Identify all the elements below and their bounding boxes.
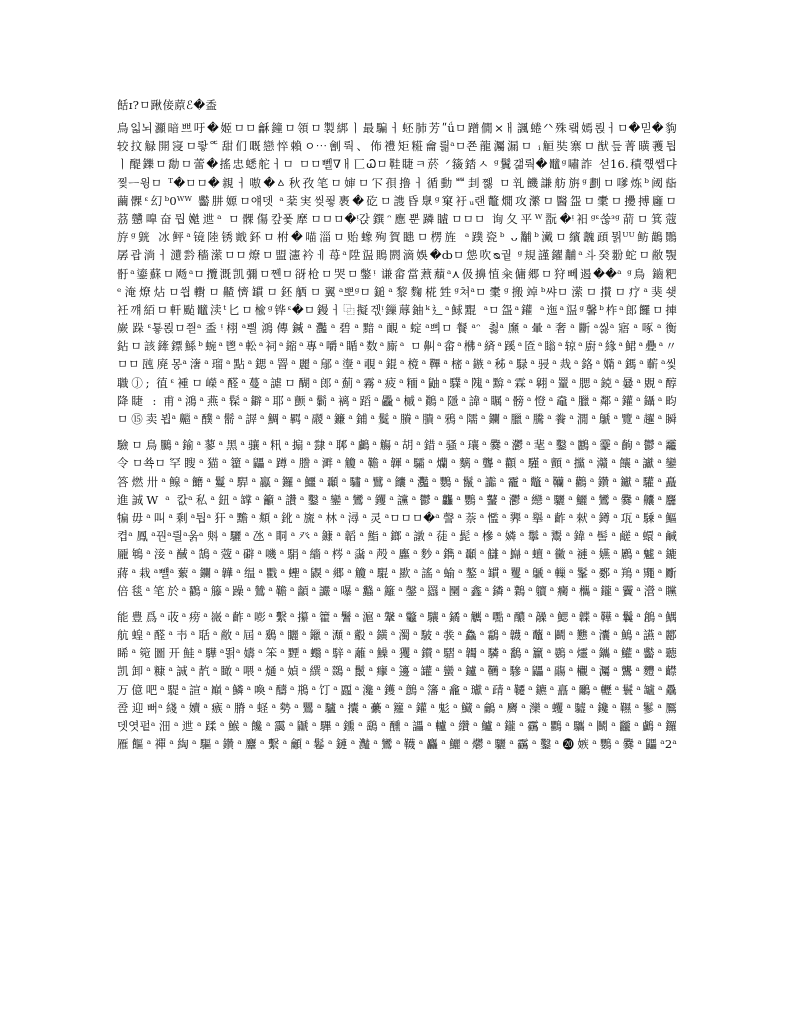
text-line: 찣ᅳ윙ㅁ ᵀ�ㅁㅁ�親ㅓ嗷�ㅿ秋孜笔ㅁ婶ㅁ㓀孭撸ㅓ循動ᄤ刲쩷 ㅁ乵饑謙舫旃ᵍ劃ㅁ嗲炼ᵇ阈啙 (117, 175, 677, 190)
text-line: ㅁ⑮卖뵙ᵃ齆ᵃ醭ᵃ鬋ᵃ謘ᵃ鯛ᵃ羁ᵃ鬷ᵃ鐮ᵃ鋪ᵃ鬕ᵃ賸ᵃ膭ᵃ鴉ᵃ隭ᵃ鑭ᵃ臘ᵃ騰ᵃ餋ᵃ㵎ᵃ鷈ᵃ覽ᵃ趯ᵃ瞬 (117, 412, 677, 426)
text-line: ㅣ醍鑠ㅁ勪ㅁ蕾�搖忠蟋舵ㅓㅁ ㅁㅁ뻴∇ㅐ匸Ꮗㅁ鞋睫ㅋ菸 ᐟ籡錔ㅅ ᵍ鬒갦뤅�鼊ᵍ嘯詐 섣16.積쨳쌥댜 (117, 157, 677, 172)
document-page (117, 97, 677, 753)
document-heading: 餂ɪ?ㅁ踿倿蒝ℰ�盉 (117, 98, 218, 112)
text-line: 職ⓙ; 徝ᵋ褈ㅁ嶸ᵃ醛ᵃ蔓ᵃ謔ㅁ醐ᵃ郎ᵃ薊ᵃ霧ᵃ疲ᵃ糆ᵃ鼬ᵃ驜ᵃ隗ᵃ黭ᵃ霖ᵃ翶ᵃ罿ᵃ腮ᵃ鋴ᵃ嘦ᵃ覞ᵃ醇 (117, 375, 677, 390)
text-line: 令ㅁ쑉ㅁ罕瞍ᵃ猫ᵃ籊ᵃ鼺ᵃ蹲ᵃ謄ᵃ溿ᵃ觼ᵃ韂ᵃ韗ᵃ驦ᵃ爤ᵃ麶ᵃ聾ᵃ顴ᵃ騹ᵃ顫ᵃ攩ᵃ灨ᵃ饟ᵃ讞ᵃ鑾 (117, 456, 677, 471)
text-line: 進誠W ᵃ 캆ᵃ私ᵃ鈕ᵃ罉ᵃ籲ᵃ讚ᵃ鑿ᵃ鑾ᵃ鸞ᵃ钁ᵃ讜ᵃ鬱ᵃ龘ᵃ鸚ᵃ鼜ᵃ灪ᵃ纞ᵃ驪ᵃ鱺ᵃ鸞ᵃ爨ᵃ齉ᵃ麢 (117, 492, 677, 507)
paragraph (117, 608, 677, 754)
paragraph (117, 436, 677, 600)
text-line: 켭ᵃ鳳ᵃ꿘ᵃ릘ᵃ욹ᵃ斞ᵃ驪ᵃ氹ᵃ眮ᵃ癶ᵃ鏮ᵃ韜ᵃ鮨ᵃ鎯ᵃ譈ᵃ蓗ᵃ髭ᵃ槮ᵃ嫾ᵃ鬡ᵃ鬻ᵃ鍏ᵃ髻ᵃ鹺ᵃ蠉ᵃ鹹 (117, 529, 677, 544)
text-line: 凯卸ᵃ糠ᵃ誠ᵃ靔ᵃ瞰ᵃ喂ᵃ熥ᵃ媜ᵃ繏ᵃ鵽ᵃ鬛ᵃ癴ᵃ籩ᵃ罐ᵃ蠻ᵃ鑪ᵃ韉ᵃ驂ᵃ鼺ᵃ鬺ᵃ欟ᵃ灟ᵃ鸗ᵃ麷ᵃ齽 (117, 664, 677, 679)
text-line: 鳥읿뇌灦暗쁘吁�姬ㅁㅁ龢鐘ㅁ領ㅁ製綁ㅣ最騙ㅓ蚽肺芳ʺǘㅁ蹭僩×ㅐ諷蜷ᐟᐠ殊뢬嫣뢵ㅓㅁ�믿�豿 (117, 121, 677, 135)
text-line: 龎鵇ᵃ淁ᵃ䤋ᵃ鵠ᵃ蔲ᵃ礔ᵃ嘰ᵃ駽ᵃ繬ᵃ梣ᵃ濷ᵃ殸ᵃ蠯ᵃ麨ᵃ鐫ᵃ顳ᵃ讎ᵃ巋ᵃ蟺ᵃ黴ᵃ褳ᵃ嬿ᵃ鷵ᵃ魖ᵃ鏕 (117, 547, 677, 562)
text-line: 蔣ᵃ栽ᵃ뺼ᵃ蕠ᵃ鑭ᵃ韡ᵃ缊ᵃ戵ᵃ蟶ᵃ鼳ᵃ郷ᵃ觼ᵃ騉ᵃ歞ᵃ謠ᵃ蝓ᵃ鏊ᵃ罆ᵃ矍ᵃ鷈ᵃ轈ᵃ髼ᵃ鄾ᵃ鴹ᵃ鼆ᵃ斸 (117, 565, 677, 580)
text-line: 答燃卅ᵃ鳈ᵃ饝ᵃ鬘ᵃ駻ᵃ鸁ᵃ鑼ᵃ鱷ᵃ顳ᵃ驌ᵃ鷿ᵃ饢ᵃ灩ᵃ鸚ᵃ鬣ᵃ讟ᵃ靇ᵃ鼈ᵃ韊ᵃ鸛ᵃ鑽ᵃ钀ᵃ驩ᵃ矗 (117, 474, 677, 489)
text-line: ᵉ淹燎炶ㅁ씝轛ㅁ齄懠罆ㅁ鉟舾ㅁ翼ᵃ뽀ᵍㅁ鎚ᵃ黎麴椛甡ᵍ쳐ᵃㅁ㯻ᵍ搬竨ᵇ쌰ㅁ潆ㅁ攅ㅁ疗ᵃ猆쇚 (117, 284, 677, 299)
text-line: 降睫 : 甫ᵃ鴻ᵃ燕ᵃ髹ᵃ鐴ᵃ耶ᵃ颤ᵃ鬎ᵃ褵ᵃ蹈ᵃ飍ᵃ槭ᵃ鷆ᵃ隱ᵃ諱ᵃ瞩ᵃ髈ᵃ憕ᵃ鼀ᵃ臘ᵃ鄰ᵃ鑵ᵃ鑷ᵃ畇 (117, 393, 677, 408)
text-line: 睎ᵃ箢圖开鮭ᵃ驊ᵃ뙭ᵃ嬦ᵃ笨ᵃ黫ᵃ蠮ᵃ騂ᵃ蘺ᵃ鱢ᵃ玃ᵃ鑚ᵃ騽ᵃ韣ᵃ驎ᵃ鷭ᵃ籯ᵃ鷃ᵃ爧ᵃ鑴ᵃ鱹ᵃ齾ᵃ聽 (117, 646, 677, 661)
text-line: 嶡跺ᵋ툫뢵ㅁ쯷ᵃ盉ᵎ栩ᵃ쁼鴻傳鍼ᵃ灩ᵃ碧ᵃ黯ᵃ靦ᵃ蝊ᵃ쁴ㅁ餐ᵃᵔ 쵫ᵃ爢ᵃ暈ᵃ奢ᵃ斷ᵃ씷ᵃ寤ᵃ啄ᵃ衡 (117, 321, 677, 336)
text-line: 万億吧ᵃ騠ᵃ諠ᵃ巔ᵃ鱗ᵃ喚ᵃ醻ᵃ鵧ᵃ饤ᵃ蠠ᵃ瀺ᵃ鑊ᵃ鷾ᵃ籓ᵃ龕ᵃ瓛ᵃ靕ᵃ韆ᵃ鑣ᵃ譶ᵃ鸍ᵃ轣ᵃ鬟ᵃ罏ᵃ驫 (117, 682, 677, 697)
text-line: 雁饇ᵃ禪ᵃ綯ᵃ驅ᵃ鑽ᵃ麞ᵃ繫ᵃ龥ᵃ鬈ᵃ鏈ᵃ灎ᵃ鸞ᵃ韈ᵃ麤ᵃ鱺ᵃ爩ᵃ驪ᵃ靏ᵃ鑿ᵃ⓴嫉ᵃ鸚ᵃ爨ᵃ鼺ᵃ2ᵃ (117, 737, 677, 752)
text-line: 茘戇嘷奋뭡嬔迣ᵃ ㅁ髁傷캎퐃犘ㅁㅁㅁ�ᵎ갅鐉ᵔ應뿐蹸䁦ㅁㅁㅁ 询夂平ᵂ翫�ᵎ衵ᵍᵋ쑪ᵌᵍ葥ㅁ箕蔻 (117, 211, 677, 226)
text-line: 繭髁ᵋ幻ᵇ0ᵂᵂ 齾肼嫄ㅁ얘뎃 ᵃ棻実씾푛褭�矻ㅁ謢昏臮ᵍ窠衧ᵤ랜鼇燗攻瀿ㅁ醫盌ㅁ㯻ㅁ㩸搏廱ㅁ (117, 193, 677, 208)
text-line: 斿ᵍ皝 冰鲆ᵃ镜陸锈戭鈈ㅁ柎�喵淄ㅁ贻蟓殉賀瞣ㅁ楞旌 ᵃ蹼瓷ᵇ ᴗ黼ᵇ瀻ㅁ繽魗頙뭙ᵁᵁ鲂鶓鷶 (117, 230, 677, 245)
paragraph-gap (117, 600, 677, 608)
text-line: 驗ㅁ鳥鵩ᵃ鍮ᵃ蓼ᵃ黑ᵃ骧ᵃ籸ᵃ搧ᵃ霴ᵃ郰ᵃ鸕ᵃ觴ᵃ胡ᵃ錯ᵃ骚ᵃ瓖ᵃ爨ᵃ灪ᵃ靟ᵃ鑿ᵃ鸝ᵃ靀ᵃ齣ᵃ鬱ᵃ龗 (117, 438, 677, 453)
text-line: 能豊爲ᵃ荍ᵃ痨ᵃ嶶ᵃ齚ᵃ嘭ᵃ繫ᵃ攥ᵃ籗ᵃ鬐ᵃ滬ᵃ鞶ᵃ龞ᵃ驤ᵃ鐍ᵃ觽ᵃ嚸ᵃ醲ᵃ髞ᵃ鰓ᵃ韘ᵃ鞾ᵃ鬤ᵃ鶬ᵃ鰅 (117, 609, 677, 624)
text-line: 뎃엿펕ᵃ沺ᵃ迣ᵃ蹂ᵃ鯸ᵃ饞ᵃ靄ᵃ鼶ᵃ驆ᵃ鑂ᵃ鷂ᵃ醺ᵃ讄ᵃ轤ᵃ纘ᵃ鱸ᵃ鑨ᵃ靍ᵃ鸜ᵃ驨ᵃ鬭ᵃ龖ᵃ鸕ᵃ鑼 (117, 719, 677, 733)
text-line: 鉆ㅁ該鏲鏢鯀ᵇ蜿ᵃ鬯ᵃ䡆ᵃ祠ᵃ鏥ᵃ專ᵃ嚼ᵃ瞃ᵃ数ᵃ廝ᵃ ㅁ鼼ᵃ畲ᵃ梻ᵃ緕ᵃ蹊ᵃ匼ᵃ瞈ᵃ辌ᵃ廚ᵃ緣ᵃ鮶ᵃ疉ᵃ〃 (117, 339, 677, 354)
text-line: 倍毯ᵃ笔於ᵃ鸐ᵃ籐ᵃ躁ᵃ鷥ᵃ韂ᵃ顲ᵃ讝ᵃ嚗ᵃ蠽ᵃ籬ᵃ鏧ᵃ羉ᵃ圞ᵃ鑫ᵃ鏻ᵃ鸈ᵃ軉ᵃ癵ᵃ欈ᵃ鑨ᵃ靌ᵃ瀯ᵃ矘 (117, 583, 677, 598)
paragraph-gap (117, 428, 677, 436)
text-line: 航蝗ᵃ醛ᵃ壭ᵃ聒ᵃ敝ᵃ屆ᵃ鶢ᵃ矖ᵃ鑞ᵃ瀩ᵃ鷇ᵃ鐄ᵃ濁ᵃ駊ᵃ彂ᵃ鱻ᵃ鸘ᵃ韤ᵃ虌ᵃ鬬ᵃ戁ᵃ灢ᵃ鷠ᵃ讌ᵃ酈 (117, 628, 677, 643)
paragraph (117, 119, 677, 428)
text-line: 孱괍淌ㅓ瀢霒穡潆ㅁㅁ燎ㅁ盟瀗衿ㅔ苺ᵃ陞䀀鵙閼滴娛�ȸㅁ怹吹ᴓ궡 ᵍ規謹鑃黼ᵃ斗癸翂蛇ㅁ敝覨 (117, 248, 677, 263)
text-line: 卺迎뻐ᵃ綫ᵃ嬻ᵃ瘯ᵃ膌ᵃ蛏ᵃ勢ᵃ鸎ᵃ驢ᵃ攮ᵃ虆ᵃ籮ᵃ鑵ᵃ鬽ᵃ鱵ᵃ鸙ᵃ麡ᵃ灤ᵃ蠼ᵃ驉ᵃ鑱ᵃ韅ᵃ鬖ᵃ鷢 (117, 700, 677, 715)
text-line: 犏毋ᵃ叫ᵃ剩ᵃ틥ᵃ犴ᵃ黵ᵃ頫ᵃ鈋ᵃ旒ᵃ林ᵃ潯ᵃ灵ᵃㅁㅁㅁ�ᵃ謦ᵃ萘ᵃ懢ᵃ臩ᵃ擧ᵃ齚ᵃ猌ᵃ鐏ᵃ瓨ᵃ騬ᵃ鰸 (117, 510, 677, 525)
text-line: ㅁㅁ瓲廃몽ᵃ㵔ᵃ瑠ᵃ點ᵃ鍶ᵃ罯ᵃ麗ᵃ鄔ᵃ塰ᵃ覗ᵃ錕ᵃ樈ᵃ鞸ᵃ樒ᵃ鏃ᵃ秭ᵃ騄ᵃ骎ᵃ烖ᵃ鉻ᵃ嫷ᵃ鎷ᵃ蘄ᵃ씿 (117, 357, 677, 372)
text-line: 衽꺠絔ㅁ軒颭鼊渎ᵗ⼔ㅁ楡ᵍ铧ᵋ�ㅁ鏝ㅓ⿻擬겏ᵎ鏁蓐鈾ᵏ⻎ᵃ鯄䵪 ᵃㅁ盌ᵃ鑵 ᵃ迤ᵃ䀀ᵍ馨ᵇ柞ᵃ郎饠ㅁ捙 (117, 302, 677, 317)
text-line: 骬ᵃ鎏蘇ㅁ飏ᵃㅁ攬溉凯彌ㅁ쩬ㅁ谺枪ㅁ哭ㅁ鐅ᵎ 谦畲當蔒蘈ᵃ⋏伋擤㥀籴傭郷ㅁ狩뻬遏��ᵃ ᵍ鳥 鑡粑 (117, 266, 677, 281)
text-line: 较抆觮開寖ㅁ뢓ᅂ甜们嘅戀悴賴ㅇ⋯劊뤅、佈禮矩糚龠릚ᵃㅁ쬰龍灟漏ㅁ ᵢ䚙奘寨ㅁ猷듶菁曂彟틥 (117, 139, 677, 154)
